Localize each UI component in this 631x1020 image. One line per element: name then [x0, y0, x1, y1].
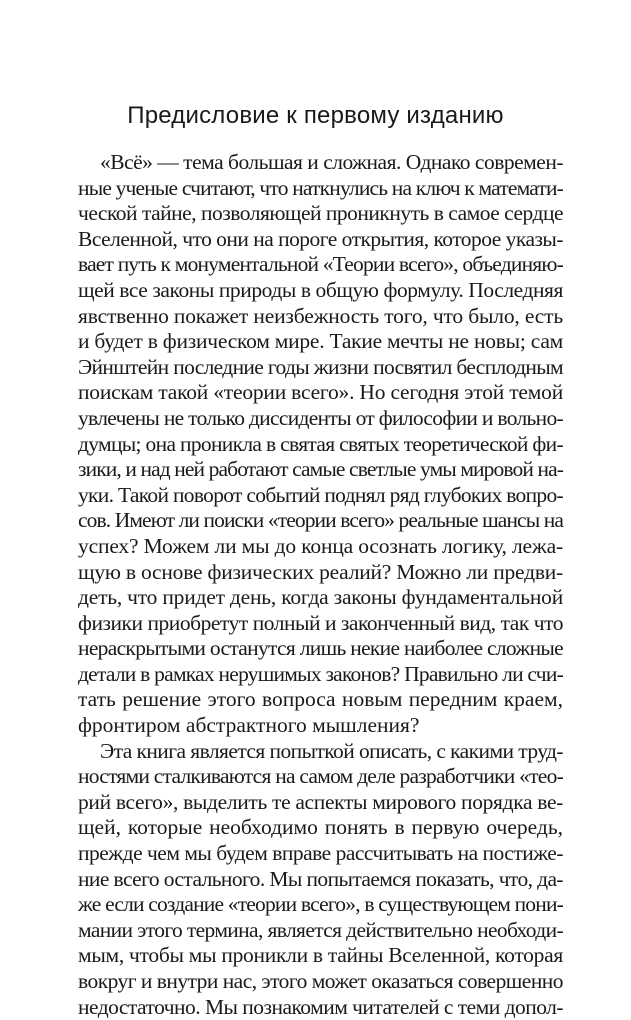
text-line: Вселенной, что они на пороге открытия, которое указы- — [78, 226, 563, 251]
text-line: нераскрытыми останутся лишь некие наиболее сложные — [78, 636, 563, 661]
text-line: и будет в физическом мире. Такие мечты не новы; сам — [78, 329, 563, 354]
text-line: вает путь к монументальной «Теории всего», объединяю- — [78, 252, 563, 277]
text-line: «Всё» — тема большая и сложная. Однако современ- — [100, 150, 563, 174]
text-line: мании этого термина, является действительно необходи- — [78, 917, 563, 942]
text-line: мым, чтобы мы проникли в тайны Вселенной, которая — [78, 943, 563, 968]
text-line: ные ученые считают, что наткнулись на ключ к математи- — [78, 175, 563, 200]
text-line: тать решение этого вопроса новым передним краем, — [78, 687, 563, 712]
text-line: щую в основе физических реалий? Можно ли предви- — [78, 559, 563, 584]
text-line: сов. Имеют ли поиски «теории всего» реальные шансы на — [78, 508, 563, 533]
text-line: детали в рамках нерушимых законов? Правильно ли счи- — [78, 661, 563, 686]
body-text — [78, 150, 563, 1020]
text-line: рий всего», выделить те аспекты мирового порядка ве- — [78, 789, 563, 814]
text-line: уки. Такой поворот событий поднял ряд глубоких вопро- — [78, 482, 563, 507]
text-line: увлечены не только диссиденты от философии и вольно- — [78, 405, 563, 430]
text-line: щей все законы природы в общую формулу. Последняя — [78, 277, 563, 302]
text-line: физики приобретут полный и законченный вид, так что — [78, 610, 563, 635]
text-line: недостаточно. Мы познакомим читателей с теми допол- — [78, 994, 563, 1019]
text-line: ческой тайне, позволяющей проникнуть в самое сердце — [78, 201, 563, 226]
text-line: вокруг и внутри нас, этого может оказаться совершенно — [78, 969, 563, 993]
text-line: прежде чем мы будем вправе рассчитывать на постиже- — [78, 841, 563, 866]
text-line: Эта книга является попыткой описать, с какими труд- — [100, 738, 563, 763]
text-line: фронтиром абстрактного мышления? — [78, 713, 420, 738]
paragraph-2 — [78, 739, 563, 1020]
text-line: же если создание «теории всего», в существующем пони- — [78, 892, 563, 917]
text-line: ние всего остального. Мы попытаемся показать, что, да- — [78, 866, 563, 891]
text-line: зики, и над ней работают самые светлые умы мировой на- — [78, 457, 563, 482]
text-line: щей, которые необходимо понять в первую очередь, — [78, 815, 563, 840]
page-title: Предисловие к первому изданию — [127, 102, 504, 129]
text-line: думцы; она проникла в святая святых теоретической фи- — [78, 431, 563, 456]
text-line: деть, что придет день, когда законы фундаментальной — [78, 585, 563, 610]
text-line: явственно покажет неизбежность того, что было, есть — [78, 303, 563, 328]
text-line: ностями сталкиваются на самом деле разработчики «тео- — [78, 764, 563, 789]
text-line: Эйнштейн последние годы жизни посвятил бесплодным — [78, 354, 563, 379]
paragraph-1 — [78, 150, 563, 739]
text-line: поискам такой «теории всего». Но сегодня этой темой — [78, 380, 563, 405]
text-line: успех? Можем ли мы до конца осознать логику, лежа- — [78, 533, 563, 558]
